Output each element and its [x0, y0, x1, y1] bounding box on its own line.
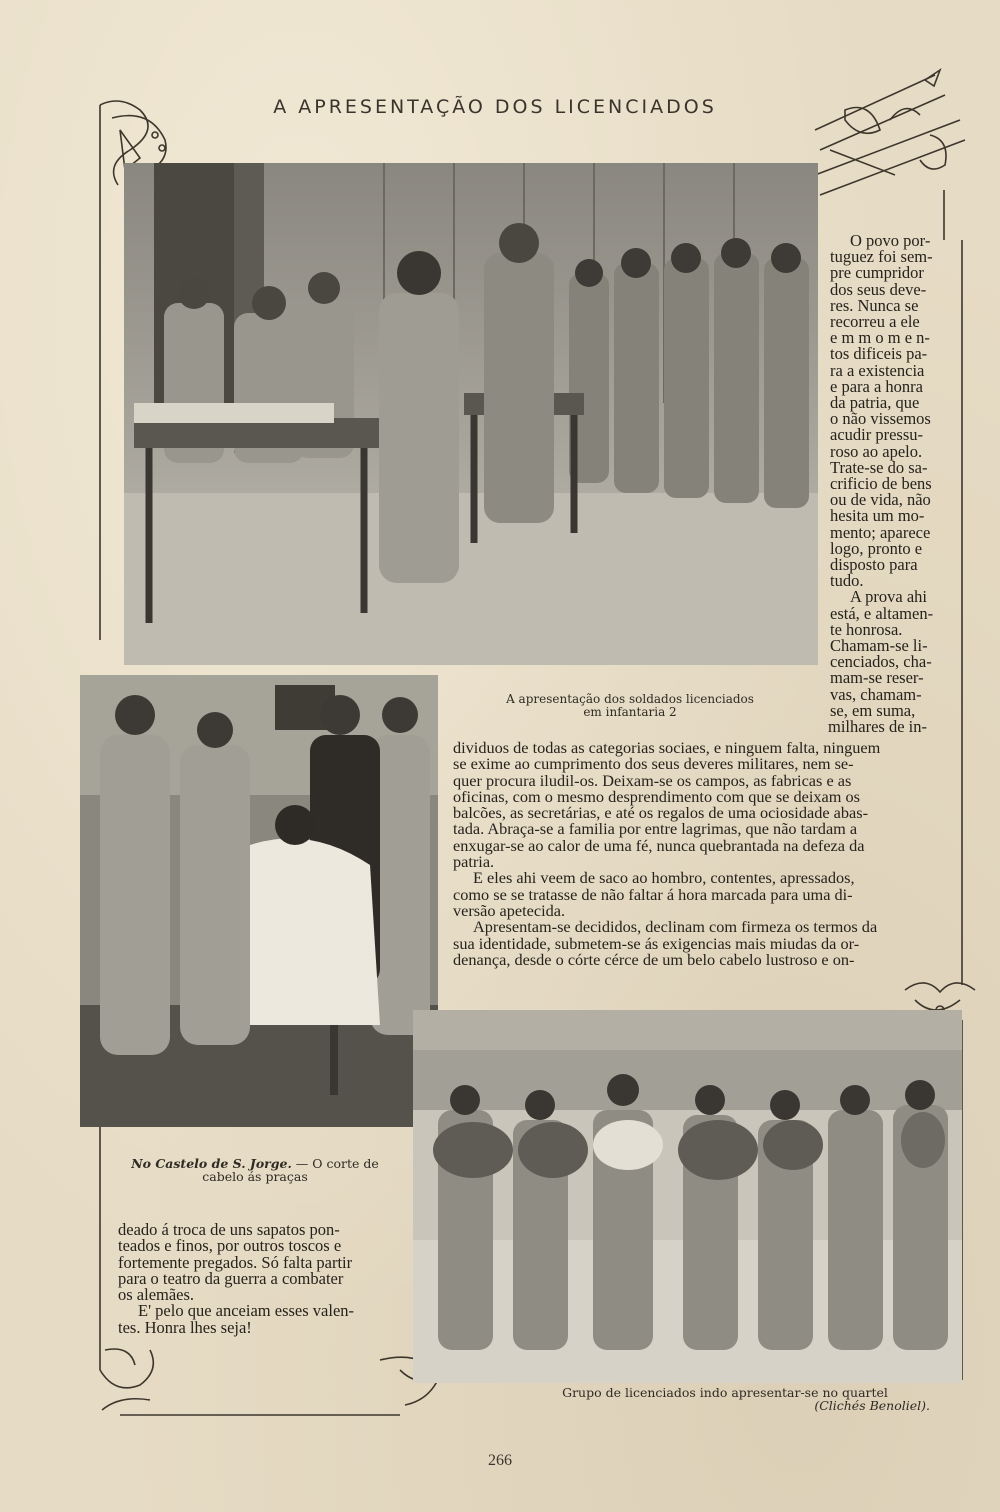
caption-left-rest: — O corte de — [291, 1156, 379, 1171]
article-line: da patria, que — [830, 393, 920, 413]
article-line: balcões, as secretárias, e até os regalos de uma ociosidade abas- — [453, 803, 868, 823]
article-line: acudir pressu- — [830, 425, 924, 445]
article-line: denança, desde o córte cérce de um belo cabelo lustroso e on- — [453, 949, 855, 969]
wide-column-lines — [453, 740, 953, 968]
article-line: versão apetecida. — [453, 900, 566, 920]
caption-left-bold: No Castelo de S. Jorge. — [131, 1156, 292, 1171]
caption-top-line1: A apresentação dos soldados licenciados — [506, 692, 754, 706]
article-line: tada. Abraça-se a familia por entre lagrimas, que não tardam a — [453, 819, 858, 839]
article-line: os alemães. — [118, 1285, 195, 1305]
left-column-lines — [118, 1222, 392, 1336]
article-line: tuguez foi sem- — [830, 247, 933, 267]
article-line: oficinas, com o mesmo desprendimento com que se deixam os — [453, 786, 860, 806]
article-line: está, e altamen- — [830, 603, 934, 623]
article-line: Trate-se do sa- — [830, 457, 928, 477]
article-line: se exime ao cumprimento dos seus deveres militares, nem se- — [453, 754, 854, 774]
caption-bottom-photo — [520, 1386, 930, 1412]
article-line: recorreu a ele — [830, 312, 920, 332]
article-wide-column — [453, 740, 953, 968]
article-line: tos dificeis pa- — [830, 344, 928, 364]
article-line: A prova ahi — [850, 587, 927, 607]
article-line: deado á troca de uns sapatos pon- — [118, 1220, 340, 1239]
article-line: e para a honra — [830, 376, 923, 396]
caption-left-line2: cabelo ás praças — [202, 1169, 308, 1184]
article-line: patria. — [453, 852, 495, 872]
article-line: mento; aparece — [830, 522, 931, 542]
article-line: cenciados, cha- — [830, 652, 932, 672]
caption-bottom-line2: (Clichés Benoliel). — [814, 1398, 930, 1413]
article-line: se, em suma, — [830, 700, 916, 720]
article-line: fortemente pregados. Só falta partir — [118, 1252, 353, 1272]
article-line: hesita um mo- — [830, 506, 925, 526]
caption-top-photo — [470, 693, 790, 719]
article-line: e m m o m e n- — [830, 328, 930, 348]
article-line: o não vissemos — [830, 409, 931, 429]
article-line: logo, pronto e — [830, 538, 923, 558]
article-line: tes. Honra lhes seja! — [118, 1317, 252, 1337]
article-right-column — [830, 233, 958, 735]
article-line: para o teatro da guerra a combater — [118, 1268, 344, 1288]
article-line: E eles ahi veem de saco ao hombro, contentes, apressados, — [473, 868, 855, 888]
article-line: dividuos de todas as categorias sociaes, e ninguem falta, ninguem — [453, 738, 881, 757]
right-column-lines — [830, 233, 958, 735]
article-line: tudo. — [830, 571, 864, 591]
article-line: res. Nunca se — [830, 295, 919, 315]
photo-haircut — [80, 675, 438, 1127]
caption-bottom-line1: Grupo de licenciados indo apresentar-se no quartel — [562, 1385, 888, 1400]
article-line: enxugar-se ao calor de uma fé, nunca quebrantada na defeza da — [453, 835, 865, 855]
page-number: 266 — [488, 1452, 512, 1469]
page-title: A APRESENTAÇÃO DOS LICENCIADOS — [273, 96, 717, 118]
photo-group-walking — [413, 1010, 962, 1383]
article-line: ou de vida, não — [830, 490, 931, 510]
article-line: pre cumpridor — [830, 263, 924, 283]
article-line: crificio de bens — [830, 474, 932, 494]
article-line: ra a existencia — [830, 360, 925, 380]
caption-top-line2: em infantaria 2 — [583, 705, 677, 719]
article-line: roso ao apelo. — [830, 441, 923, 461]
article-line: Apresentam-se decididos, declinam com firmeza os termos da — [473, 917, 878, 937]
article-line: teados e finos, por outros toscos e — [118, 1236, 342, 1256]
article-line: quer procura iludil-os. Deixam-se os campos, as fabricas e as — [453, 770, 852, 790]
article-line: Chamam-se li- — [830, 636, 928, 656]
article-left-column — [118, 1222, 392, 1336]
article-line: vas, chamam- — [830, 684, 922, 704]
caption-left-photo — [100, 1157, 410, 1183]
article-line: te honrosa. — [830, 619, 903, 639]
photo-registration — [124, 163, 818, 665]
article-line: O povo por- — [850, 231, 931, 250]
article-line: disposto para — [830, 555, 918, 575]
article-line: dos seus deve- — [830, 279, 927, 299]
article-line: mam-se reser- — [830, 668, 924, 688]
article-line: sua identidade, submetem-se ás exigencias mais miudas da or- — [453, 933, 860, 953]
article-line: como se se tratasse de não faltar á hora marcada para uma di- — [453, 884, 853, 904]
article-line: E' pelo que anceiam esses valen- — [138, 1301, 355, 1321]
article-line: milhares de in- — [828, 717, 927, 737]
